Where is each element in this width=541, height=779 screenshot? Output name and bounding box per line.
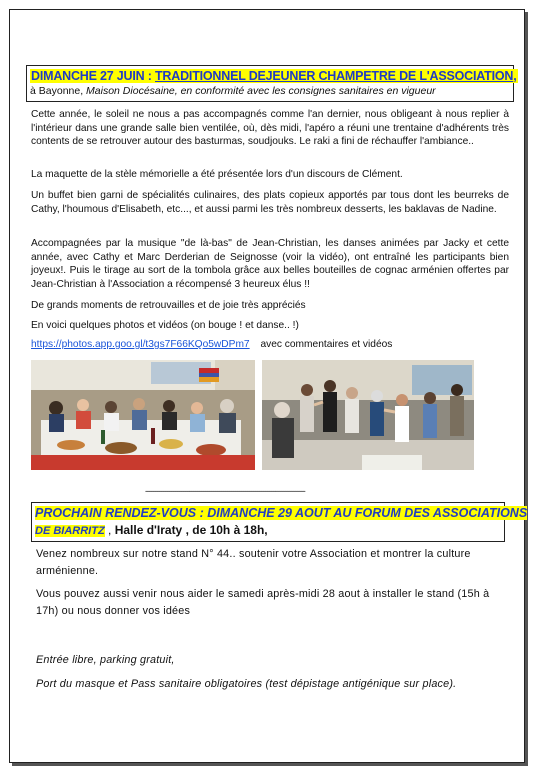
venue-hall: Halle d'Iraty (114, 523, 183, 537)
paragraph-help: Vous pouvez aussi venir nous aider le samedi après-midi 28 aout à installer le stand (15h à 17h) ou nous donner vos idées (36, 588, 490, 617)
section-divider: -------------------------------------------------------------------------------- (145, 486, 305, 496)
event-title (30, 69, 518, 83)
next-event-city: DE BIARRITZ (35, 525, 105, 537)
photo-album-link[interactable]: https://photos.app.goo.gl/t3gs7F66KQo5wDPm7 (31, 339, 250, 350)
paragraph-moments: De grands moments de retrouvailles et de joie très appréciés (31, 300, 306, 311)
next-event-banner (31, 502, 528, 542)
photo-link-note: avec commentaires et vidéos (260, 339, 393, 350)
event-date: DIMANCHE 27 JUIN : (31, 69, 155, 83)
photo-banquet (31, 360, 255, 470)
paragraph-stand: Venez nombreux sur notre stand N° 44.. soutenir votre Association et montrer la culture arménienne. (36, 548, 471, 577)
paragraph-dances: Accompagnées par la musique "de là-bas" de Jean-Christian, les danses animées par Jacky et cette année, avec Cathy et Marc Derderian de Seignosse (voir la vidéo), ont entraîné les participants bien joyeux!. Puis le tirage au sort de la tombola grâce aux belles bouteilles de cognac arménien offertes par Jean-Christian à l'Association a récompensé 3 heureux élus !! (31, 238, 509, 290)
paragraph-buffet: Un buffet bien garni de spécialités culinaires, des plats copieux apportés par tous dont les beurreks de Cathy, l'houmous d'Elisabeth, etc..., et aussi parmi les très nombreux desserts, les baklavas de Nadine. (31, 190, 509, 215)
paragraph-stele: La maquette de la stèle mémorielle a été présentée lors d'un discours de Clément. (31, 169, 403, 180)
venue-sep: , (104, 523, 115, 537)
paragraph-entry: Entrée libre, parking gratuit, (36, 654, 175, 666)
photo-link-row (31, 339, 392, 350)
event-name: TRADITIONNEL DEJEUNER CHAMPETRE DE L'ASSOCIATION (155, 69, 514, 83)
paragraph-photos: En voici quelques photos et vidéos (on bouge ! et danse.. !) (31, 320, 299, 331)
event-title-comma: , (513, 69, 517, 83)
next-event-title: PROCHAIN RENDEZ-VOUS : DIMANCHE 29 AOUT AU FORUM DES ASSOCIATIONS (35, 506, 528, 520)
event-venue: Maison Diocésaine, en conformité avec les consignes sanitaires en vigueur (86, 85, 436, 97)
paragraph-mask: Port du masque et Pass sanitaire obligatoires (test dépistage antigénique sur place). (36, 678, 457, 690)
paragraph-intro: Cette année, le soleil ne nous a pas accompagnés comme l'an dernier, nous obligeant à nous replier à l'intérieur dans une grande salle bien ventilée, où, dès midi, l'apéro a réuni une trentaine d'adhérents très contents de se retrouver autour des basturmas, soudjouks. Le raki a fini de réchauffer l'ambiance.. (31, 109, 509, 148)
event-city: à Bayonne, (30, 85, 87, 97)
venue-hours: , de 10h à 18h, (182, 523, 268, 537)
event-location (30, 85, 436, 97)
next-event-venue (35, 523, 268, 537)
photo-dance (262, 360, 474, 470)
event-banner (26, 65, 517, 102)
